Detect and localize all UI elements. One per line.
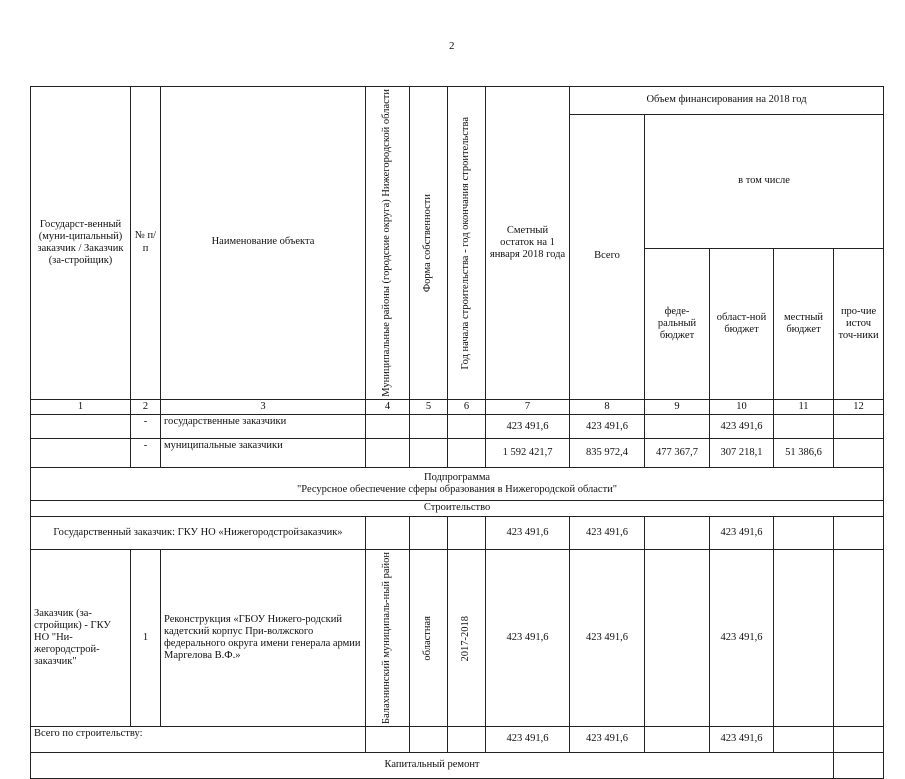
object-years-text: 2017-2018 (460, 615, 472, 662)
cell-empty (410, 415, 448, 439)
object-num: 1 (131, 550, 161, 727)
state-customer-label: Государственный заказчик: ГКУ НО «Нижегородстройзаказчик» (31, 517, 366, 550)
total-cell: 835 972,4 (570, 439, 645, 468)
header-districts (366, 87, 410, 400)
cell-empty (774, 415, 834, 439)
cell-empty (448, 517, 486, 550)
subprogram-name: "Ресурсное обеспечение сферы образования в Нижегородской области" (296, 484, 618, 496)
cell-empty (448, 439, 486, 468)
cell-empty (31, 439, 131, 468)
cell-empty (410, 727, 448, 753)
header-ownership (410, 87, 448, 400)
header-estimate: Сметный остаток на 1 января 2018 года (486, 87, 570, 400)
local-cell: 51 386,6 (774, 439, 834, 468)
object-customer: Заказчик (за-стройщик) - ГКУ НО "Ни-жегородстрой-заказчик" (31, 550, 131, 727)
subprogram-cell (31, 468, 884, 501)
federal-cell: 477 367,7 (645, 439, 710, 468)
subprogram-row (31, 468, 884, 501)
cell-empty (834, 550, 884, 727)
column-number: 7 (486, 399, 570, 415)
row-label: государственные заказчики (161, 415, 366, 439)
cell-empty (366, 727, 410, 753)
estimate-cell: 423 491,6 (486, 550, 570, 727)
row-dash: - (131, 439, 161, 468)
header-districts-text: Муниципальные районы (городские округа) Нижегородской области (381, 89, 393, 397)
construction-total-label: Всего по строительству: (31, 727, 366, 753)
column-number: 4 (366, 399, 410, 415)
column-number: 1 (31, 399, 131, 415)
object-district-text: Балахнинский муниципаль-ный район (381, 552, 393, 725)
cell-empty (366, 517, 410, 550)
cell-empty (774, 517, 834, 550)
column-number: 11 (774, 399, 834, 415)
estimate-cell: 1 592 421,7 (486, 439, 570, 468)
total-cell: 423 491,6 (570, 550, 645, 727)
total-cell: 423 491,6 (570, 727, 645, 753)
cell-empty (834, 439, 884, 468)
regional-cell: 307 218,1 (710, 439, 774, 468)
table-row (31, 727, 884, 753)
financing-table (30, 86, 884, 779)
estimate-cell: 423 491,6 (486, 727, 570, 753)
object-district (366, 550, 410, 727)
column-number: 12 (834, 399, 884, 415)
column-number-row (31, 399, 884, 415)
table-row (31, 517, 884, 550)
object-years (448, 550, 486, 727)
header-regional: област-ной бюджет (710, 248, 774, 399)
cell-empty (834, 753, 884, 779)
cell-empty (645, 415, 710, 439)
cell-empty (834, 727, 884, 753)
cell-empty (448, 415, 486, 439)
cell-empty (410, 439, 448, 468)
header-ownership-text: Форма собственности (422, 193, 434, 292)
header-num: № п/п (131, 87, 161, 400)
header-local: местный бюджет (774, 248, 834, 399)
header-financing: Объем финансирования на 2018 год (570, 87, 884, 115)
table-row (31, 415, 884, 439)
header-federal: феде-ральный бюджет (645, 248, 710, 399)
page-number: 2 (449, 40, 455, 52)
header-years (448, 87, 486, 400)
column-number: 2 (131, 399, 161, 415)
object-ownership (410, 550, 448, 727)
subprogram-title: Подпрограмма (423, 471, 491, 483)
total-cell: 423 491,6 (570, 517, 645, 550)
column-number: 9 (645, 399, 710, 415)
header-total: Всего (570, 115, 645, 400)
object-name: Реконструкция «ГБОУ Нижего-родский кадетский корпус При-волжского федерального округа имени генерала армии Маргелова В.Ф.» (161, 550, 366, 727)
capital-repair-heading: Капитальный ремонт (31, 753, 834, 779)
cell-empty (410, 517, 448, 550)
estimate-cell: 423 491,6 (486, 415, 570, 439)
construction-heading: Строительство (31, 501, 884, 517)
cell-empty (834, 517, 884, 550)
cell-empty (448, 727, 486, 753)
cell-empty (834, 415, 884, 439)
estimate-cell: 423 491,6 (486, 517, 570, 550)
regional-cell: 423 491,6 (710, 550, 774, 727)
header-object-name: Наименование объекта (161, 87, 366, 400)
regional-cell: 423 491,6 (710, 415, 774, 439)
column-number: 5 (410, 399, 448, 415)
header-other: про-чие источ точ-ники (834, 248, 884, 399)
object-ownership-text: областная (422, 615, 434, 661)
cell-empty (645, 727, 710, 753)
row-label: муниципальные заказчики (161, 439, 366, 468)
column-number: 10 (710, 399, 774, 415)
section-row (31, 753, 884, 779)
cell-empty (645, 517, 710, 550)
table-row (31, 439, 884, 468)
row-dash: - (131, 415, 161, 439)
column-number: 8 (570, 399, 645, 415)
regional-cell: 423 491,6 (710, 727, 774, 753)
cell-empty (31, 415, 131, 439)
header-including: в том числе (645, 115, 884, 249)
cell-empty (774, 727, 834, 753)
table-row (31, 550, 884, 727)
cell-empty (366, 439, 410, 468)
regional-cell: 423 491,6 (710, 517, 774, 550)
cell-empty (366, 415, 410, 439)
header-years-text: Год начала строительства - год окончания строительства (460, 116, 472, 370)
section-row (31, 501, 884, 517)
cell-empty (645, 550, 710, 727)
column-number: 3 (161, 399, 366, 415)
column-number: 6 (448, 399, 486, 415)
total-cell: 423 491,6 (570, 415, 645, 439)
cell-empty (774, 550, 834, 727)
header-customer: Государст-венный (муни-ципальный) заказчик / Заказчик (за-стройщик) (31, 87, 131, 400)
